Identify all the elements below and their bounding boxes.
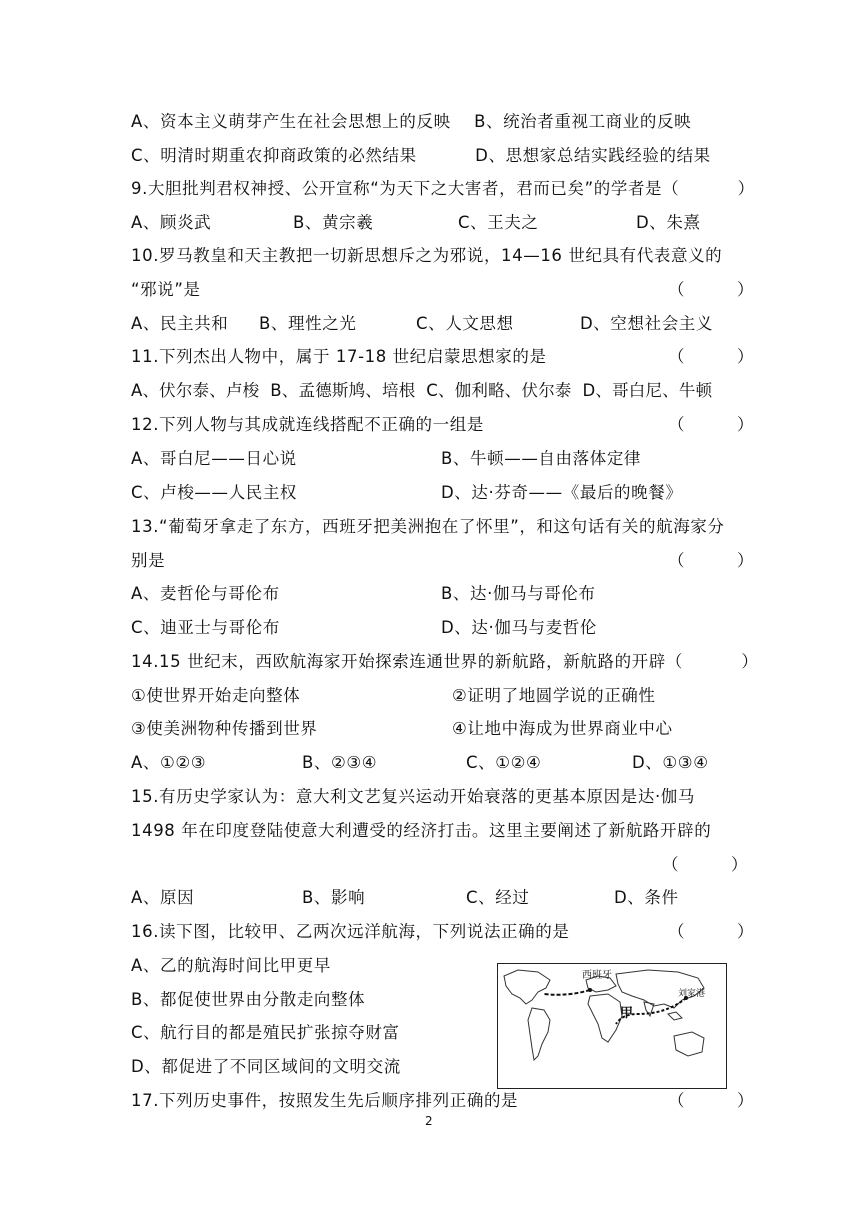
q10-option-b: B、理性之光 bbox=[259, 314, 357, 333]
q14-item-3: ③使美洲物种传播到世界 bbox=[131, 719, 318, 738]
map-label-jia: 甲 bbox=[620, 1006, 634, 1021]
q13-option-a: A、麦哲伦与哥伦布 bbox=[131, 584, 280, 603]
q9-option-c: C、王夫之 bbox=[458, 213, 539, 232]
q12-option-c: C、卢梭——人民主权 bbox=[131, 483, 298, 502]
q13-option-b: B、达·伽马与哥伦布 bbox=[441, 584, 596, 603]
answer-bracket: （ ） bbox=[668, 551, 754, 570]
voyage-map bbox=[497, 963, 727, 1089]
question-15-line1: 15.有历史学家认为：意大利文艺复兴运动开始衰落的更基本原因是达·伽马 bbox=[131, 787, 695, 806]
q9-option-b: B、黄宗羲 bbox=[293, 213, 374, 232]
q15-option-c: C、经过 bbox=[466, 888, 530, 907]
q15-option-b: B、影响 bbox=[302, 888, 366, 907]
q14-option-b: B、②③④ bbox=[302, 753, 378, 772]
q11-options: A、伏尔泰、卢梭 B、孟德斯鸠、培根 C、伽利略、伏尔泰 D、哥白尼、牛顿 bbox=[131, 381, 713, 400]
question-9: 9.大胆批判君权神授、公开宣称“为天下之大害者，君而已矣”的学者是（ ） bbox=[131, 179, 755, 198]
q10-option-d: D、空想社会主义 bbox=[580, 314, 714, 333]
q10-option-c: C、人文思想 bbox=[416, 314, 514, 333]
q15-option-d: D、条件 bbox=[614, 888, 679, 907]
q14-option-a: A、①②③ bbox=[131, 753, 207, 772]
q16-option-c: C、航行目的都是殖民扩张掠夺财富 bbox=[131, 1023, 400, 1042]
question-17: 17.下列历史事件，按照发生先后顺序排列正确的是 bbox=[131, 1091, 519, 1110]
q16-option-a: A、乙的航海时间比甲更早 bbox=[131, 956, 331, 975]
answer-bracket: （ ） bbox=[668, 347, 754, 366]
question-11: 11.下列杰出人物中，属于 17-18 世纪启蒙思想家的是 bbox=[131, 347, 547, 366]
map-label-liujiagang: 刘家港 bbox=[678, 989, 706, 999]
answer-bracket: （ ） bbox=[668, 415, 754, 434]
answer-bracket: （ ） bbox=[662, 855, 748, 874]
q12-option-b: B、牛顿——自由落体定律 bbox=[441, 449, 642, 468]
answer-bracket: （ ） bbox=[668, 922, 754, 941]
question-12: 12.下列人物与其成就连线搭配不正确的一组是 bbox=[131, 415, 484, 434]
world-map-graphic bbox=[498, 964, 726, 1088]
question-14: 14.15 世纪末，西欧航海家开始探索连通世界的新航路，新航路的开辟（ ） bbox=[131, 652, 759, 671]
q8-options-cd: C、明清时期重农抑商政策的必然结果 D、思想家总结实践经验的结果 bbox=[131, 146, 711, 165]
question-13-line2: 别是 bbox=[131, 551, 166, 570]
q13-option-d: D、达·伽马与麦哲伦 bbox=[441, 618, 597, 637]
q10-option-a: A、民主共和 bbox=[131, 314, 229, 333]
question-10-line2: “邪说”是 bbox=[131, 280, 201, 299]
q14-item-2: ②证明了地圆学说的正确性 bbox=[452, 686, 656, 705]
question-16: 16.读下图，比较甲、乙两次远洋航海，下列说法正确的是 bbox=[131, 922, 570, 941]
q9-option-d: D、朱熹 bbox=[636, 213, 701, 232]
answer-bracket: （ ） bbox=[668, 1091, 754, 1110]
q16-option-b: B、都促使世界由分散走向整体 bbox=[131, 990, 366, 1009]
q16-option-d: D、都促进了不同区域间的文明交流 bbox=[131, 1057, 401, 1076]
question-13-line1: 13.“葡萄牙拿走了东方，西班牙把美洲抱在了怀里”，和这句话有关的航海家分 bbox=[131, 517, 725, 536]
map-label-spain: 西班牙 bbox=[582, 970, 612, 981]
q14-item-4: ④让地中海成为世界商业中心 bbox=[452, 719, 673, 738]
q14-option-d: D、①③④ bbox=[632, 753, 709, 772]
q9-option-a: A、顾炎武 bbox=[131, 213, 212, 232]
q12-option-a: A、哥白尼——日心说 bbox=[131, 449, 297, 468]
q8-options-ab: A、资本主义萌芽产生在社会思想上的反映 B、统治者重视工商业的反映 bbox=[131, 112, 692, 131]
q12-option-d: D、达·芬奇——《最后的晚餐》 bbox=[441, 483, 683, 502]
q15-option-a: A、原因 bbox=[131, 888, 195, 907]
question-15-line2: 1498 年在印度登陆使意大利遭受的经济打击。这里主要阐述了新航路开辟的 bbox=[131, 821, 712, 840]
page-number: 2 bbox=[425, 1114, 433, 1128]
q13-option-c: C、迪亚士与哥伦布 bbox=[131, 618, 280, 637]
q14-option-c: C、①②④ bbox=[466, 753, 542, 772]
answer-bracket: （ ） bbox=[668, 280, 754, 299]
question-10-line1: 10.罗马教皇和天主教把一切新思想斥之为邪说，14—16 世纪具有代表意义的 bbox=[131, 246, 723, 265]
q14-item-1: ①使世界开始走向整体 bbox=[131, 686, 301, 705]
